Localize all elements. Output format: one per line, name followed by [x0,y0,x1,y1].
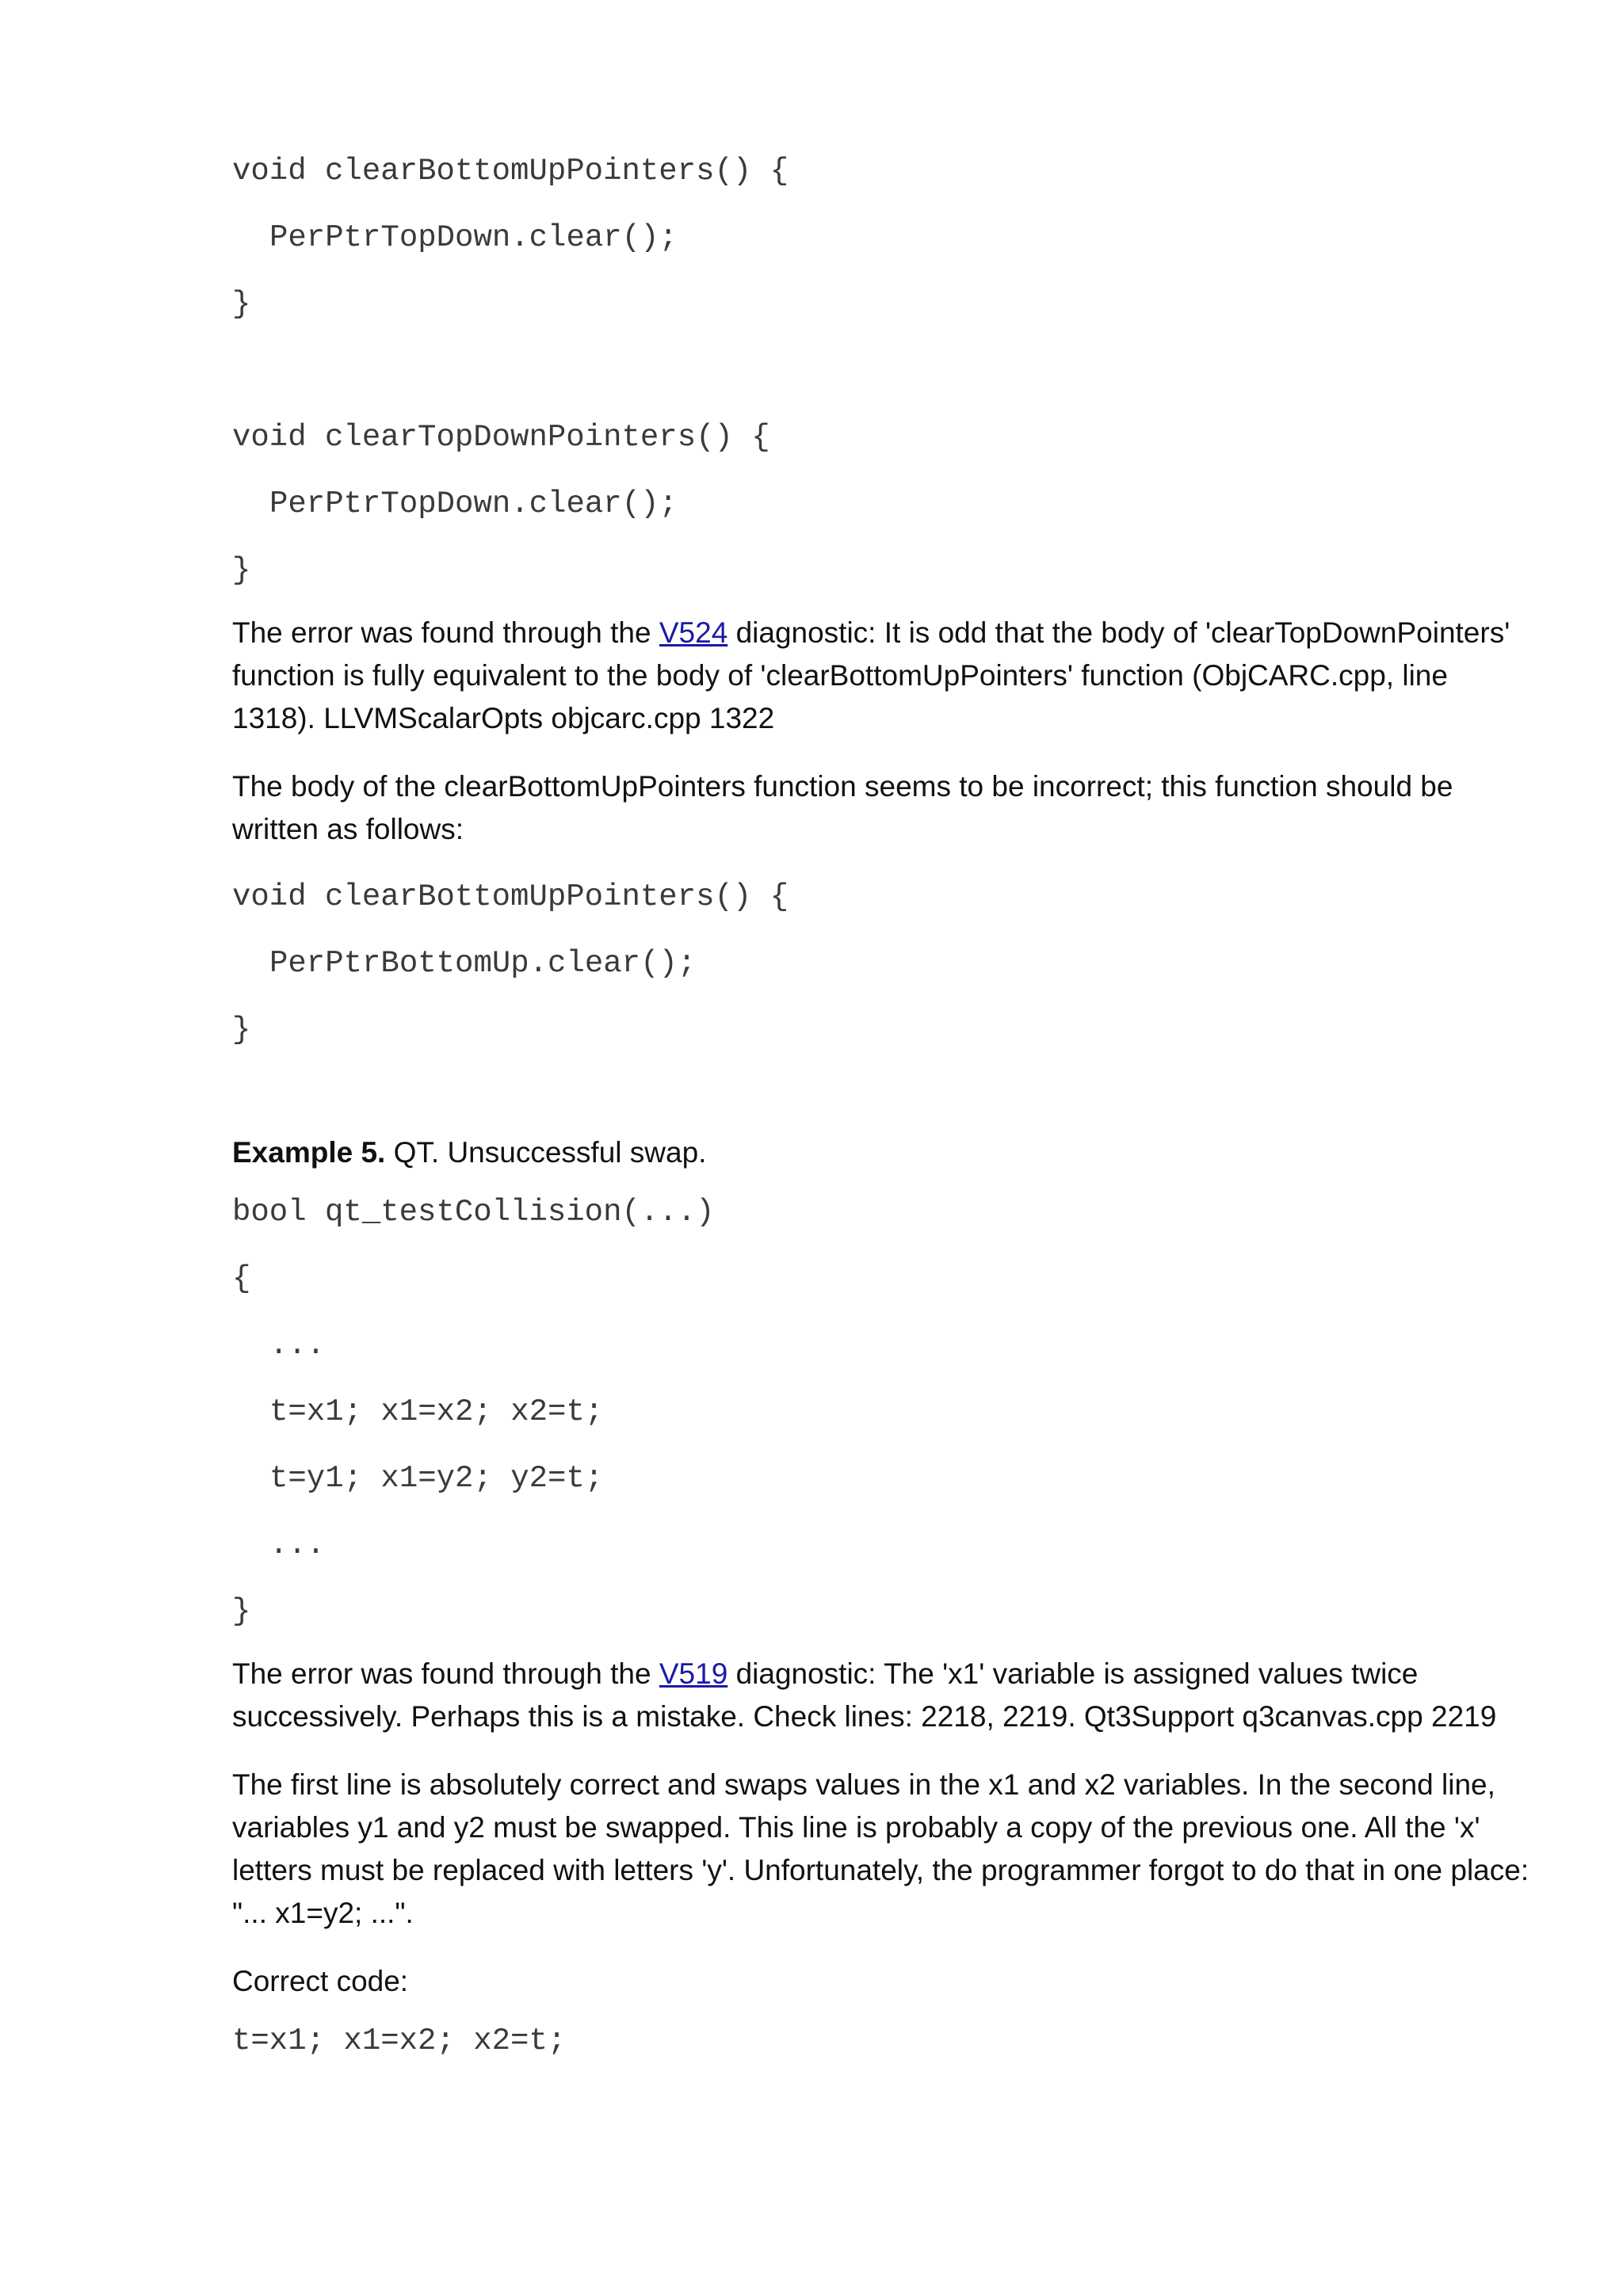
code-line: bool qt_testCollision(...) [232,1195,715,1230]
diagnostic-link-v524[interactable]: V524 [659,616,728,649]
code-line: void clearTopDownPointers() { [232,420,770,455]
code-line: t=y1; x1=y2; y2=t; [269,1461,604,1496]
diagnostic-paragraph [232,1653,1532,1738]
code-line: PerPtrTopDown.clear(); [269,486,678,521]
spacer [232,350,1532,417]
explanation-paragraph: The first line is absolutely correct and swaps values in the x1 and x2 variables. In the second line, variables y1 and y2 must be swapped. This line is probably a copy of the previous one. All the 'x' letters must be replaced with letters 'y'. Unfortunately, the programmer forgot to do that in one place: "... x1=y2; ...". [232,1768,1529,1929]
paragraph-text: The error was found through the [232,1657,659,1690]
code-line: } [232,1594,251,1629]
explanation-paragraph: The body of the clearBottomUpPointers function seems to be incorrect; this function should be written as follows: [232,770,1453,845]
code-line: void clearBottomUpPointers() { [232,879,789,914]
diagnostic-paragraph [232,612,1532,740]
spacer [232,1076,1532,1131]
code-block [232,876,1532,1076]
paragraph-text: diagnostic: It is odd that the body of 'clearTopDownPointers' function is fully equivalent to the body of 'clearBottomUpPointers' function (ObjCARC.cpp, line 1318). LLVMScalarOpts objcarc.cpp 1322 [232,616,1510,734]
paragraph-text: The error was found through the [232,616,659,649]
code-line: } [232,553,251,588]
code-line: ... [269,1328,326,1363]
example-heading [232,1131,1532,1174]
code-line: t=x1; x1=x2; x2=t; [269,1394,604,1429]
document-content [232,151,1532,2087]
code-line: ... [269,1527,326,1562]
correct-code-label: Correct code: [232,1965,409,1997]
code-line: } [232,287,251,322]
code-block [232,151,1532,350]
code-block [232,1192,1532,1653]
example-title: QT. Unsuccessful swap. [385,1136,707,1169]
code-line: { [232,1261,251,1296]
code-line: t=x1; x1=x2; x2=t; [232,2023,567,2058]
code-line: PerPtrTopDown.clear(); [269,220,678,255]
paragraph-text: diagnostic: The 'x1' variable is assigned values twice successively. Perhaps this is a mistake. Check lines: 2218, 2219. Qt3Support q3canvas.cpp 2219 [232,1657,1497,1733]
code-line: } [232,1013,251,1047]
code-line: PerPtrBottomUp.clear(); [269,946,697,981]
code-line: void clearBottomUpPointers() { [232,154,789,189]
example-label: Example 5. [232,1136,386,1169]
code-block [232,2020,1532,2087]
code-block [232,417,1532,612]
diagnostic-link-v519[interactable]: V519 [659,1657,728,1690]
